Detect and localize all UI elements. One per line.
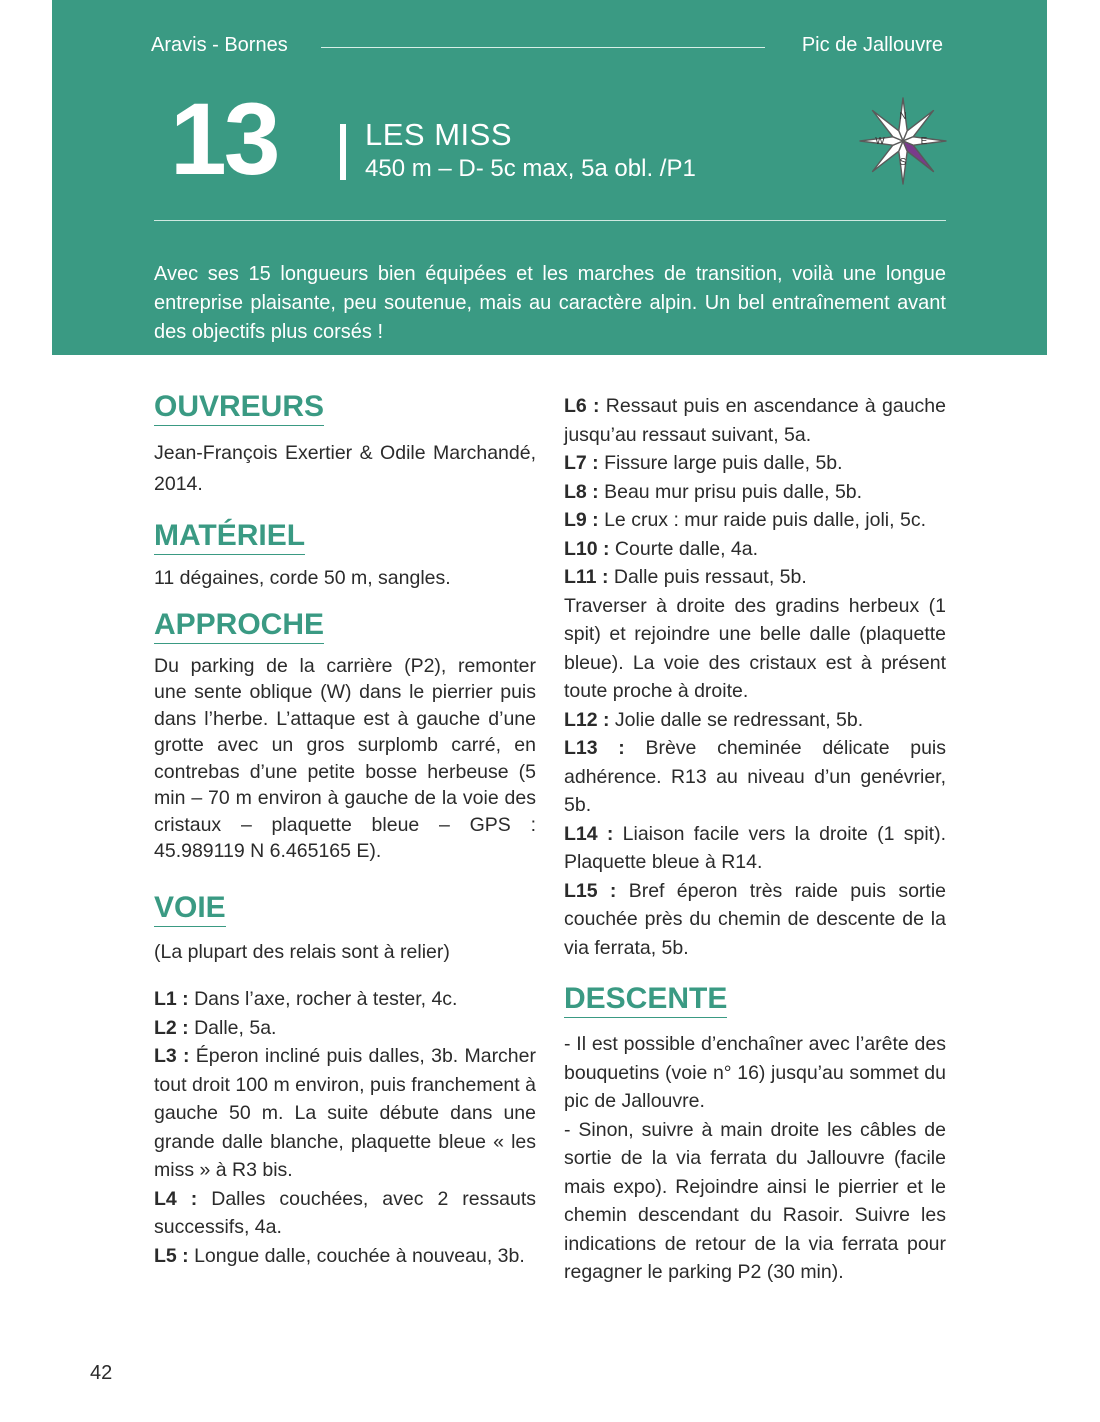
materiel-title: MATÉRIEL	[154, 519, 305, 555]
pitch-item	[564, 392, 946, 449]
pitch-description: Beau mur prisu puis dalle, 5b.	[598, 480, 863, 503]
pitch-label: L1 :	[154, 988, 189, 1010]
route-specs: 450 m – D- 5c max, 5a obl. /P1	[365, 155, 696, 182]
pitch-item	[154, 1242, 536, 1271]
ouvreurs-text: Jean-François Exertier & Odile Marchandé, 2014.	[154, 442, 536, 495]
pitch-label: L13 :	[564, 737, 625, 759]
pitch-description: Dalle puis ressaut, 5b.	[608, 566, 807, 588]
pitch-label: L4 :	[154, 1187, 198, 1210]
pitch-description: Éperon incliné puis dalles, 3b. Marcher tout droit 100 m environ, puis franchement à gauche 50 m. La suite débute dans une grande dalle blanche, plaquette bleue « les miss » à R3 bis.	[154, 1045, 536, 1181]
compass-w-label: W	[875, 136, 885, 147]
pitch-description: Dalles couchées, avec 2 ressauts successifs, 4a.	[154, 1187, 537, 1238]
header-separator	[154, 220, 946, 221]
pitch-item	[564, 734, 946, 820]
pitch-item	[564, 449, 946, 478]
pitch-item	[564, 535, 946, 564]
approche-title: APPROCHE	[154, 608, 324, 644]
route-intro: Avec ses 15 longueurs bien équipées et les marches de transition, voilà une longue entreprise plaisante, peu soutenue, mais au caractère alpin. Un bel entraînement avant des objectifs plus corsés !	[154, 263, 946, 343]
pitch-label: L15 :	[564, 879, 617, 902]
descente-paragraph: - Sinon, suivre à main droite les câbles de sortie de la via ferrata du Jallouvre (facile mais expo). Rejoindre ainsi le pierrier et le chemin descendant du Rasoir. Suivre les indications de retour de la via ferrata pour regagner le parking P2 (30 min).	[564, 1118, 946, 1283]
route-name: LES MISS	[365, 117, 512, 152]
header-rule	[321, 47, 765, 48]
pitch-label: L14 :	[564, 822, 614, 845]
pitch-list-left	[154, 985, 536, 1270]
route-number: 13	[170, 82, 278, 196]
pitch-item	[154, 985, 536, 1014]
pitch-item	[154, 1042, 536, 1185]
ouvreurs-title: OUVREURS	[154, 390, 324, 426]
pitch-item	[154, 1014, 536, 1043]
compass-highlight-se	[903, 141, 933, 171]
pitch-description: Jolie dalle se redressant, 5b.	[609, 708, 864, 731]
compass-e-label: E	[920, 136, 928, 147]
voie-title: VOIE	[154, 891, 226, 927]
right-column	[564, 392, 946, 1287]
pitch-label: L2 :	[154, 1016, 189, 1039]
pitch-description: Courte dalle, 4a.	[609, 537, 759, 560]
descente-title: DESCENTE	[564, 982, 727, 1018]
pitch-description: Liaison facile vers la droite (1 spit). Plaquette bleue à R14.	[564, 822, 946, 873]
title-divider	[340, 124, 346, 180]
pitch-label: L12 :	[564, 708, 610, 731]
voie-note: (La plupart des relais sont à relier)	[154, 940, 450, 963]
pitch-description: Dans l’axe, rocher à tester, 4c.	[188, 988, 458, 1010]
region-label: Aravis - Bornes	[151, 34, 288, 56]
compass-point	[903, 111, 933, 141]
running-header	[151, 34, 943, 60]
pitch-item	[564, 706, 946, 735]
pitch-item	[564, 592, 946, 706]
descente-paragraph: - Il est possible d’enchaîner avec l’arête des bouquetins (voie n° 16) jusqu’au sommet du pic de Jallouvre.	[564, 1033, 946, 1112]
pitch-list-right	[564, 392, 946, 962]
pitch-item	[154, 1185, 536, 1242]
compass-rose-icon	[857, 96, 949, 186]
pitch-label: L9 :	[564, 509, 599, 531]
pitch-description: Ressaut puis en ascendance à gauche jusqu’au ressaut suivant, 5a.	[564, 395, 946, 446]
pitch-description: Brève cheminée délicate puis adhérence. R13 au niveau d’un genévrier, 5b.	[564, 737, 946, 816]
pitch-description: Traverser à droite des gradins herbeux (1 spit) et rejoindre une belle dalle (plaquette bleue). La voie des cristaux est à présent toute proche à droite.	[564, 594, 946, 702]
pitch-description: Longue dalle, couchée à nouveau, 3b.	[188, 1244, 525, 1267]
pitch-label: L3 :	[154, 1045, 190, 1067]
compass-s-label: S	[899, 157, 907, 168]
left-column	[154, 390, 536, 1270]
pitch-item	[564, 478, 946, 507]
materiel-text: 11 dégaines, corde 50 m, sangles.	[154, 567, 451, 589]
route-header	[52, 0, 1047, 355]
compass-n-label: N	[899, 111, 907, 122]
pitch-item	[564, 563, 946, 592]
pitch-description: Bref éperon très raide puis sortie couchée près du chemin de descente de la via ferrata, 5b.	[564, 879, 947, 959]
pitch-description: Fissure large puis dalle, 5b.	[598, 452, 843, 474]
pitch-label: L11 :	[564, 566, 609, 588]
approche-text: Du parking de la carrière (P2), remonter une sente oblique (W) dans le pierrier puis dans l’herbe. L’attaque est à gauche d’une grotte avec un gros surplomb carré, en contrebas d’une petite bosse herbeuse (5 min – 70 m environ à gauche de la voie des cristaux – plaquette bleue – GPS : 45.989119 N 6.465165 E).	[154, 654, 536, 862]
pitch-item	[564, 820, 946, 877]
pitch-label: L5 :	[154, 1244, 189, 1267]
pitch-description: Dalle, 5a.	[188, 1016, 277, 1039]
pitch-description: Le crux : mur raide puis dalle, joli, 5c.	[598, 509, 926, 531]
peak-label: Pic de Jallouvre	[801, 34, 943, 56]
pitch-item	[564, 877, 946, 963]
descente-text	[564, 1030, 946, 1287]
pitch-label: L10 :	[564, 537, 610, 560]
page-number: 42	[90, 1362, 113, 1384]
pitch-label: L7 :	[564, 452, 599, 474]
pitch-item	[564, 506, 946, 535]
pitch-label: L6 :	[564, 395, 600, 417]
pitch-label: L8 :	[564, 480, 599, 503]
